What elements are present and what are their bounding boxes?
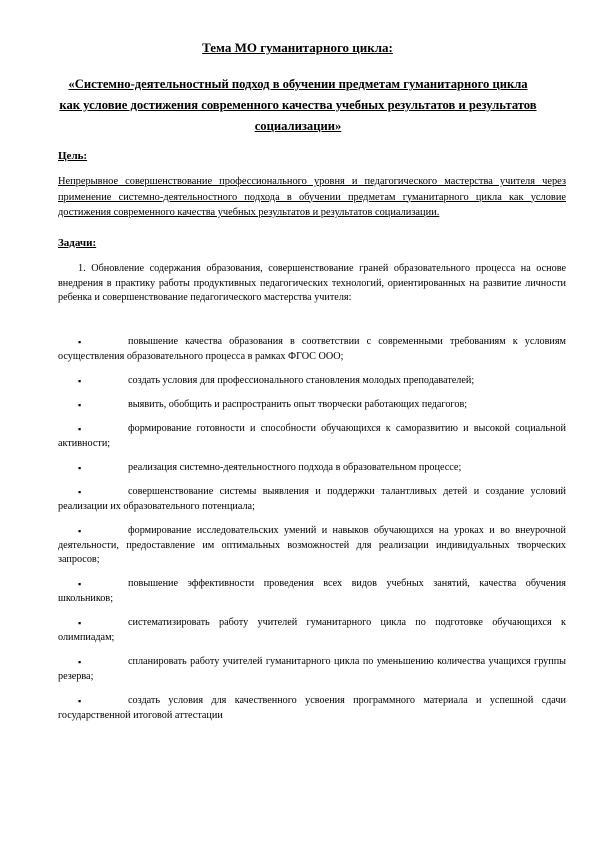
bullet-text: совершенствование системы выявления и поддержки талантливых детей и создание условий реализации их образовательного потенциала; [58,486,566,512]
bullet-item [58,461,566,476]
bullet-item [58,694,566,723]
bullet-item [58,577,566,606]
bullet-text: выявить, обобщить и распространить опыт творчески работающих педагогов; [128,399,468,410]
bullet-item [58,655,566,684]
bullet-item [58,374,566,389]
bullet-text: систематизировать работу учителей гуманитарного цикла по подготовке обучающихся к олимпиадам; [58,617,566,643]
bullet-icon: ▪ [78,463,82,473]
bullet-text: создать условия для профессионального становления молодых преподавателей; [128,375,475,386]
task-intro: 1. Обновление содержания образования, совершенствование граней образовательного процесса на основе внедрения в практику работы продуктивных педагогических технологий, ориентированных на развитие личности ребенка и совершенствование педагогического мастерства учителя: [58,263,566,303]
bullet-item [58,422,566,451]
bullet-icon: ▪ [78,376,82,386]
bullet-item [58,398,566,413]
bullet-icon: ▪ [78,696,82,706]
bullet-icon: ▪ [78,424,82,434]
bullet-text: создать условия для качественного усвоения программного материала и успешной сдачи государственной итоговой аттестации [58,695,566,721]
bullet-text: повышение эффективности проведения всех видов учебных занятий, качества обучения школьников; [58,578,566,604]
bullet-icon: ▪ [78,579,82,589]
goal-label: Цель: [58,150,88,162]
document-subtitle: «Системно-деятельностный подход в обучении предметам гуманитарного цикла как условие достижения современного качества учебных результатов и результатов социализации» [59,77,537,133]
bullet-item [58,485,566,514]
goal-text: Непрерывное совершенствование профессионального уровня и педагогического мастерства учителя через применение системно-деятельностного подхода в обучении предметам гуманитарного цикла как условие достижения современного качества учебных результатов и результатов социализации. [58,176,566,218]
bullet-text: формирование исследовательских умений и навыков обучающихся на уроках и во внеурочной деятельности, предоставление им оптимальных возможностей для реализации индивидуальных творческих запросов; [58,525,566,565]
bullet-item [58,616,566,645]
tasks-label: Задачи: [58,237,97,249]
bullet-text: спланировать работу учителей гуманитарного цикла по уменьшению количества учащихся группы резерва; [58,656,566,682]
bullet-item [58,524,566,568]
bullet-item [58,335,566,364]
bullet-text: реализация системно-деятельностного подхода в образовательном процессе; [128,462,462,473]
bullet-icon: ▪ [78,337,82,347]
bullet-icon: ▪ [78,526,82,536]
bullet-icon: ▪ [78,657,82,667]
bullet-text: повышение качества образования в соответствии с современными требованиям к условиям осуществления образовательного процесса в рамках ФГОС ООО; [58,336,566,362]
bullet-icon: ▪ [78,400,82,410]
bullet-icon: ▪ [78,487,82,497]
bullet-icon: ▪ [78,618,82,628]
document-title: Тема МО гуманитарного цикла: [202,40,393,55]
bullet-text: формирование готовности и способности обучающихся к саморазвитию и высокой социальной активности; [58,423,566,449]
